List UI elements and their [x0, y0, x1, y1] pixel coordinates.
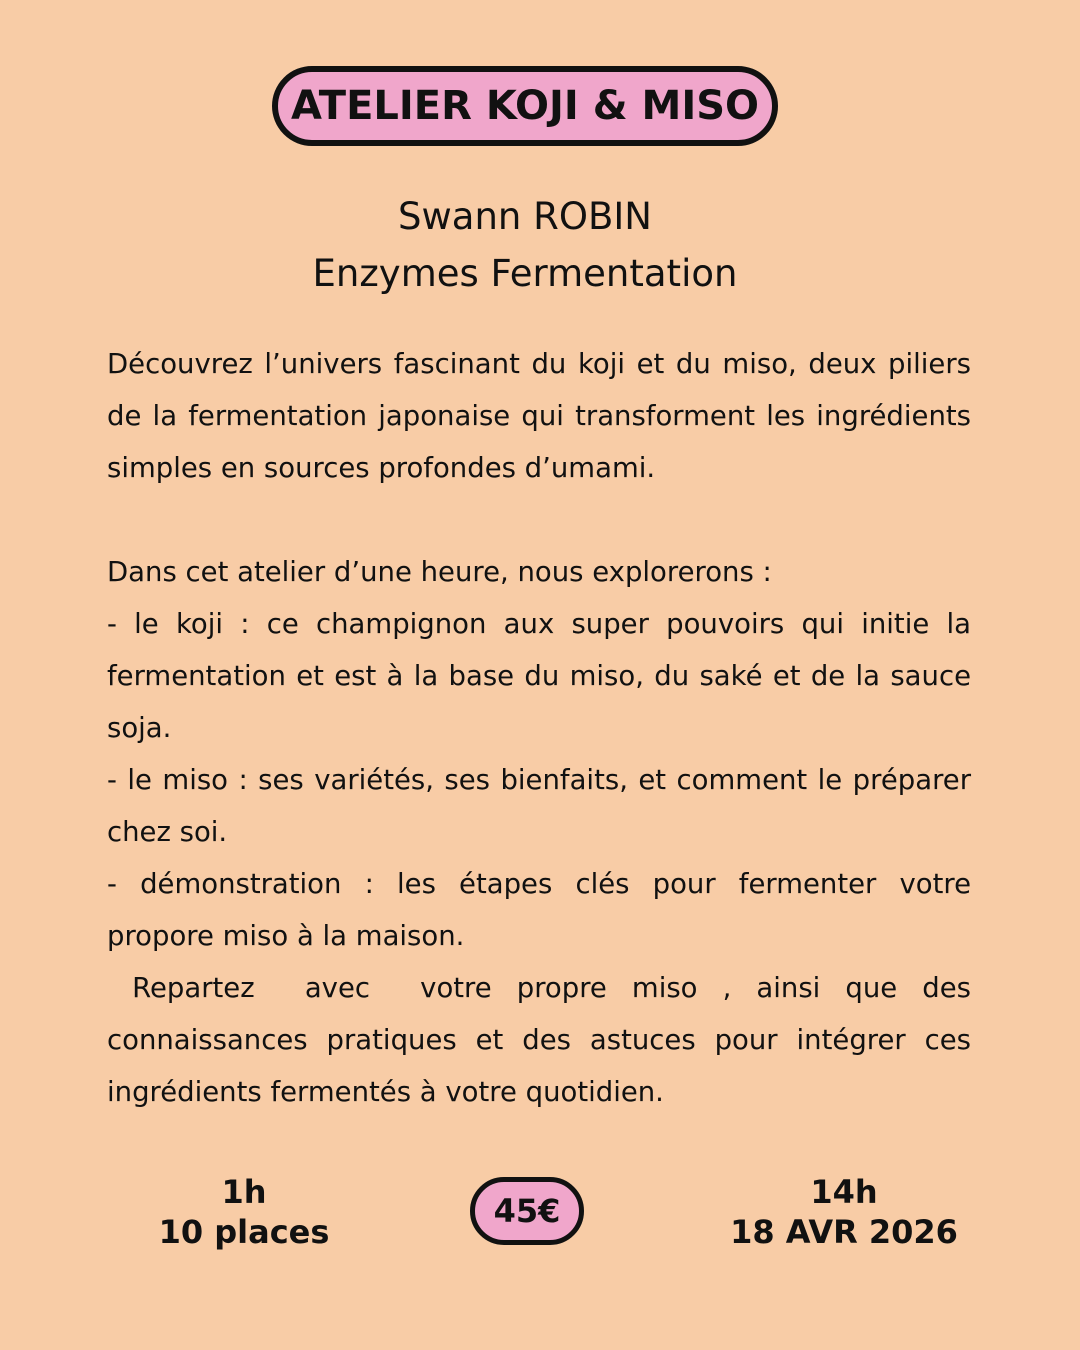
- price-badge: [470, 1177, 584, 1245]
- program-item-miso: - le miso : ses variétés, ses bienfaits, et comment le préparer chez soi.: [107, 764, 971, 848]
- duration: 1h: [221, 1173, 267, 1211]
- workshop-title-text: ATELIER KOJI & MISO: [290, 83, 760, 129]
- time: 14h: [810, 1173, 878, 1211]
- program-item-koji: - le koji : ce champignon aux super pouvoirs qui initie la fermentation et est à la base du miso, du saké et de la sauce soja.: [107, 608, 971, 744]
- duration-places-block: [124, 1172, 364, 1252]
- intro-paragraph: Découvrez l’univers fascinant du koji et du miso, deux piliers de la fermentation japonaise qui transforment les ingrédients simples en sources profondes d’umami.: [107, 348, 971, 484]
- program-heading: Dans cet atelier d’une heure, nous explorerons :: [107, 556, 772, 588]
- price: 45€: [493, 1192, 561, 1230]
- time-date-block: [694, 1172, 994, 1252]
- outro-paragraph: Repartez avec votre propre miso , ainsi que des connaissances pratiques et des astuces pour intégrer ces ingrédients fermentés à votre quotidien.: [107, 972, 980, 1108]
- program-item-demonstration: - démonstration : les étapes clés pour fermenter votre propore miso à la maison.: [107, 868, 971, 952]
- presenter-name: Swann ROBIN: [398, 195, 652, 238]
- date: 18 AVR 2026: [730, 1213, 958, 1251]
- presenter-company: Enzymes Fermentation: [312, 252, 738, 295]
- description: [107, 338, 980, 1118]
- places: 10 places: [158, 1213, 330, 1251]
- paragraph-spacer: [107, 494, 971, 546]
- workshop-title: [272, 66, 778, 146]
